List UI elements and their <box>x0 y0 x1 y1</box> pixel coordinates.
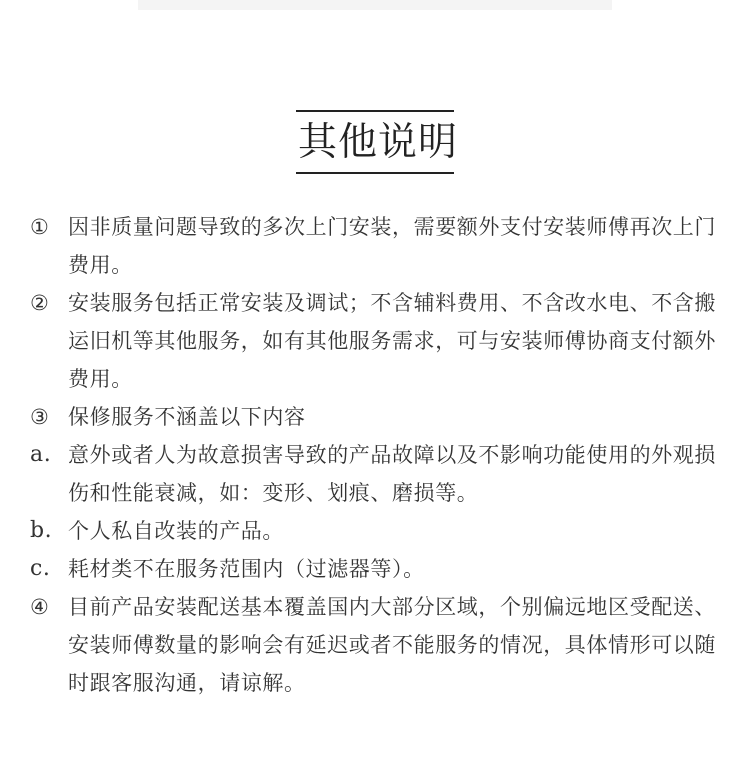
note-2-marker: ② <box>30 291 50 315</box>
note-3-marker: ③ <box>30 405 50 429</box>
top-decorative-band <box>138 0 612 10</box>
note-4 <box>30 588 722 702</box>
note-4-text: 目前产品安装配送基本覆盖国内大部分区域，个别偏远地区受配送、安装师傅数量的影响会有延迟或者不能服务的情况，具体情形可以随时跟客服沟通，请谅解。 <box>68 595 716 695</box>
title-section <box>0 110 750 174</box>
note-3c-text: 耗材类不在服务范围内（过滤器等）。 <box>68 557 425 581</box>
note-3b-marker: b. <box>30 518 53 543</box>
note-3b <box>30 512 722 550</box>
note-2-text: 安装服务包括正常安装及调试；不含辅料费用、不含改水电、不含搬运旧机等其他服务，如有其他服务需求，可与安装师傅协商支付额外费用。 <box>68 291 716 391</box>
note-1-marker: ① <box>30 215 50 239</box>
page-title: 其他说明 <box>298 120 459 165</box>
note-4-marker: ④ <box>30 595 50 619</box>
note-3a <box>30 436 722 512</box>
note-2 <box>30 284 722 398</box>
note-1-text: 因非质量问题导致的多次上门安装，需要额外支付安装师傅再次上门费用。 <box>68 215 716 277</box>
note-3c-marker: c. <box>30 556 51 581</box>
note-3a-marker: a. <box>30 442 52 467</box>
title-frame <box>296 110 459 174</box>
note-3 <box>30 398 722 436</box>
notes-list <box>30 208 722 702</box>
note-1 <box>30 208 722 284</box>
note-3b-text: 个人私自改装的产品。 <box>68 519 284 543</box>
note-3-text: 保修服务不涵盖以下内容 <box>68 405 306 429</box>
note-3a-text: 意外或者人为故意损害导致的产品故障以及不影响功能使用的外观损伤和性能衰减，如：变形、划痕、磨损等。 <box>68 443 716 505</box>
note-3c <box>30 550 722 588</box>
